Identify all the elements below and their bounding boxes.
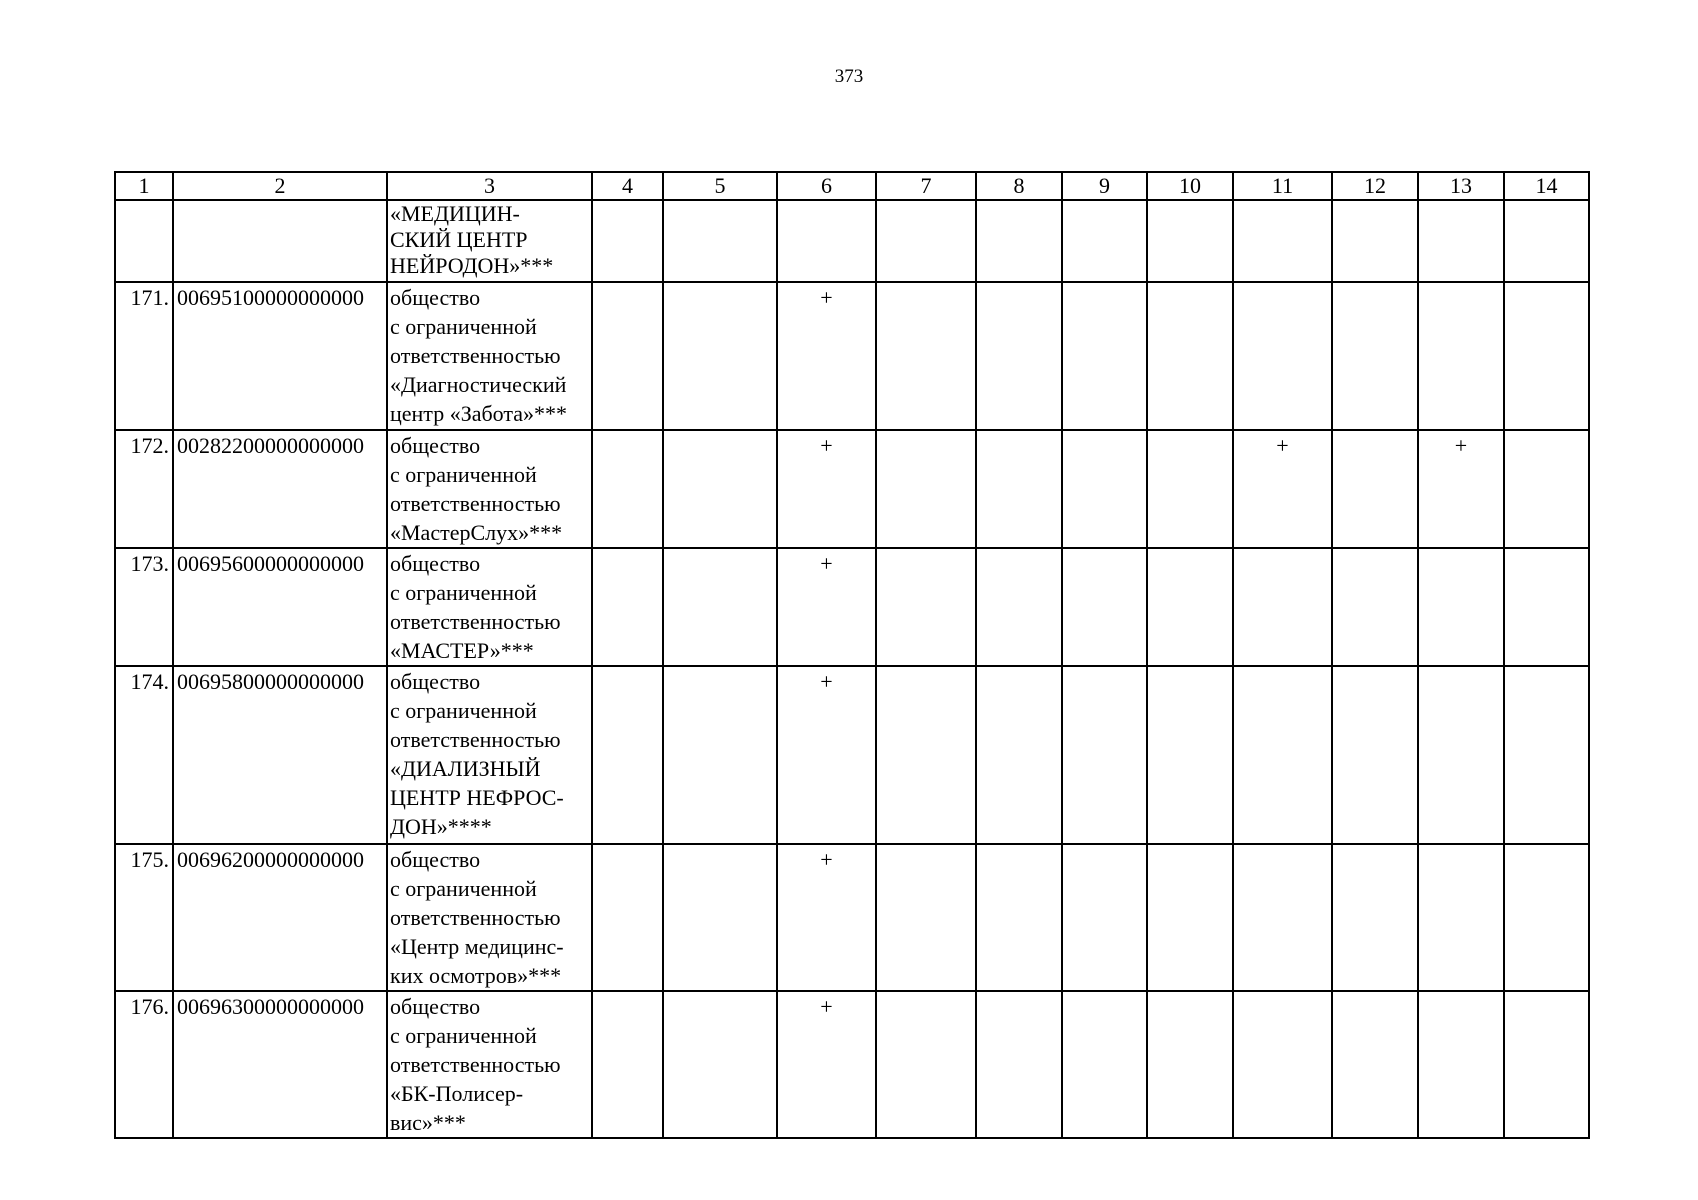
- mark-cell-col-12: [1332, 844, 1418, 991]
- table-row: [115, 666, 1589, 844]
- table-row: [115, 200, 1589, 282]
- mark-cell-col-6: +: [777, 844, 876, 991]
- mark-cell-col-7: [876, 844, 976, 991]
- mark-cell-col-13: [1418, 844, 1504, 991]
- column-header: 11: [1233, 172, 1332, 200]
- mark-cell-col-10: [1147, 430, 1233, 548]
- mark-cell-col-12: [1332, 200, 1418, 282]
- mark-cell-col-6: +: [777, 991, 876, 1138]
- mark-cell-col-10: [1147, 282, 1233, 430]
- mark-cell-col-4: [592, 844, 663, 991]
- organization-name-cell: общество с ограниченной ответственностью «Центр медицинс- ких осмотров»***: [387, 844, 592, 991]
- column-header: 3: [387, 172, 592, 200]
- mark-cell-col-11: [1233, 282, 1332, 430]
- mark-cell-col-13: [1418, 200, 1504, 282]
- mark-cell-col-4: [592, 666, 663, 844]
- mark-cell-col-8: [976, 548, 1062, 666]
- table-row: [115, 991, 1589, 1138]
- mark-cell-col-10: [1147, 844, 1233, 991]
- mark-cell-col-4: [592, 548, 663, 666]
- column-header: 13: [1418, 172, 1504, 200]
- registry-code-cell: 00695100000000000: [173, 282, 387, 430]
- mark-cell-col-10: [1147, 548, 1233, 666]
- mark-cell-col-9: [1062, 548, 1147, 666]
- mark-cell-col-9: [1062, 844, 1147, 991]
- registry-code-cell: 00696200000000000: [173, 844, 387, 991]
- mark-cell-col-9: [1062, 282, 1147, 430]
- row-number-cell: 174.: [115, 666, 173, 844]
- mark-cell-col-14: [1504, 991, 1589, 1138]
- mark-cell-col-11: [1233, 666, 1332, 844]
- mark-cell-col-14: [1504, 844, 1589, 991]
- table-row: [115, 548, 1589, 666]
- mark-cell-col-6: [777, 200, 876, 282]
- organization-name-cell: общество с ограниченной ответственностью «БК-Полисер- вис»***: [387, 991, 592, 1138]
- column-header: 7: [876, 172, 976, 200]
- mark-cell-col-14: [1504, 200, 1589, 282]
- mark-cell-col-8: [976, 282, 1062, 430]
- mark-cell-col-10: [1147, 991, 1233, 1138]
- column-header: 10: [1147, 172, 1233, 200]
- mark-cell-col-9: [1062, 430, 1147, 548]
- mark-cell-col-5: [663, 666, 777, 844]
- column-header: 1: [115, 172, 173, 200]
- mark-cell-col-5: [663, 991, 777, 1138]
- mark-cell-col-4: [592, 430, 663, 548]
- mark-cell-col-5: [663, 844, 777, 991]
- mark-cell-col-8: [976, 200, 1062, 282]
- mark-cell-col-7: [876, 666, 976, 844]
- mark-cell-col-5: [663, 430, 777, 548]
- mark-cell-col-7: [876, 991, 976, 1138]
- mark-cell-col-10: [1147, 200, 1233, 282]
- mark-cell-col-7: [876, 200, 976, 282]
- mark-cell-col-14: [1504, 666, 1589, 844]
- mark-cell-col-4: [592, 200, 663, 282]
- mark-cell-col-13: [1418, 991, 1504, 1138]
- table-row: [115, 282, 1589, 430]
- mark-cell-col-7: [876, 548, 976, 666]
- row-number-cell: 172.: [115, 430, 173, 548]
- row-number-cell: [115, 200, 173, 282]
- organization-name-cell: общество с ограниченной ответственностью «МастерСлух»***: [387, 430, 592, 548]
- mark-cell-col-14: [1504, 282, 1589, 430]
- registry-code-cell: 00695600000000000: [173, 548, 387, 666]
- mark-cell-col-11: +: [1233, 430, 1332, 548]
- mark-cell-col-4: [592, 282, 663, 430]
- mark-cell-col-13: [1418, 282, 1504, 430]
- registry-code-cell: 00696300000000000: [173, 991, 387, 1138]
- column-header: 9: [1062, 172, 1147, 200]
- mark-cell-col-4: [592, 991, 663, 1138]
- mark-cell-col-8: [976, 666, 1062, 844]
- mark-cell-col-8: [976, 991, 1062, 1138]
- organization-name-cell: общество с ограниченной ответственностью «ДИАЛИЗНЫЙ ЦЕНТР НЕФРОС- ДОН»****: [387, 666, 592, 844]
- column-header: 5: [663, 172, 777, 200]
- column-header: 6: [777, 172, 876, 200]
- mark-cell-col-12: [1332, 548, 1418, 666]
- table-row: [115, 844, 1589, 991]
- mark-cell-col-5: [663, 548, 777, 666]
- mark-cell-col-11: [1233, 548, 1332, 666]
- column-header: 8: [976, 172, 1062, 200]
- column-header: 12: [1332, 172, 1418, 200]
- mark-cell-col-12: [1332, 430, 1418, 548]
- mark-cell-col-6: +: [777, 282, 876, 430]
- mark-cell-col-11: [1233, 200, 1332, 282]
- mark-cell-col-6: +: [777, 548, 876, 666]
- mark-cell-col-13: +: [1418, 430, 1504, 548]
- mark-cell-col-8: [976, 844, 1062, 991]
- mark-cell-col-11: [1233, 991, 1332, 1138]
- mark-cell-col-9: [1062, 991, 1147, 1138]
- mark-cell-col-11: [1233, 844, 1332, 991]
- mark-cell-col-6: +: [777, 666, 876, 844]
- mark-cell-col-7: [876, 282, 976, 430]
- mark-cell-col-8: [976, 430, 1062, 548]
- mark-cell-col-6: +: [777, 430, 876, 548]
- page-number: 373: [834, 66, 864, 87]
- organization-name-cell: «МЕДИЦИН- СКИЙ ЦЕНТР НЕЙРОДОН»***: [387, 200, 592, 282]
- registry-code-cell: [173, 200, 387, 282]
- organization-name-cell: общество с ограниченной ответственностью «МАСТЕР»***: [387, 548, 592, 666]
- row-number-cell: 176.: [115, 991, 173, 1138]
- column-number-row: [115, 172, 1589, 200]
- mark-cell-col-12: [1332, 666, 1418, 844]
- mark-cell-col-5: [663, 200, 777, 282]
- column-header: 14: [1504, 172, 1589, 200]
- registry-code-cell: 00282200000000000: [173, 430, 387, 548]
- row-number-cell: 173.: [115, 548, 173, 666]
- mark-cell-col-14: [1504, 430, 1589, 548]
- mark-cell-col-9: [1062, 200, 1147, 282]
- mark-cell-col-10: [1147, 666, 1233, 844]
- mark-cell-col-5: [663, 282, 777, 430]
- row-number-cell: 171.: [115, 282, 173, 430]
- column-header: 2: [173, 172, 387, 200]
- mark-cell-col-12: [1332, 991, 1418, 1138]
- organization-name-cell: общество с ограниченной ответственностью «Диагностический центр «Забота»***: [387, 282, 592, 430]
- mark-cell-col-13: [1418, 666, 1504, 844]
- mark-cell-col-12: [1332, 282, 1418, 430]
- mark-cell-col-14: [1504, 548, 1589, 666]
- mark-cell-col-9: [1062, 666, 1147, 844]
- table-row: [115, 430, 1589, 548]
- column-header: 4: [592, 172, 663, 200]
- mark-cell-col-7: [876, 430, 976, 548]
- mark-cell-col-13: [1418, 548, 1504, 666]
- registry-code-cell: 00695800000000000: [173, 666, 387, 844]
- row-number-cell: 175.: [115, 844, 173, 991]
- registry-table: [114, 171, 1590, 1139]
